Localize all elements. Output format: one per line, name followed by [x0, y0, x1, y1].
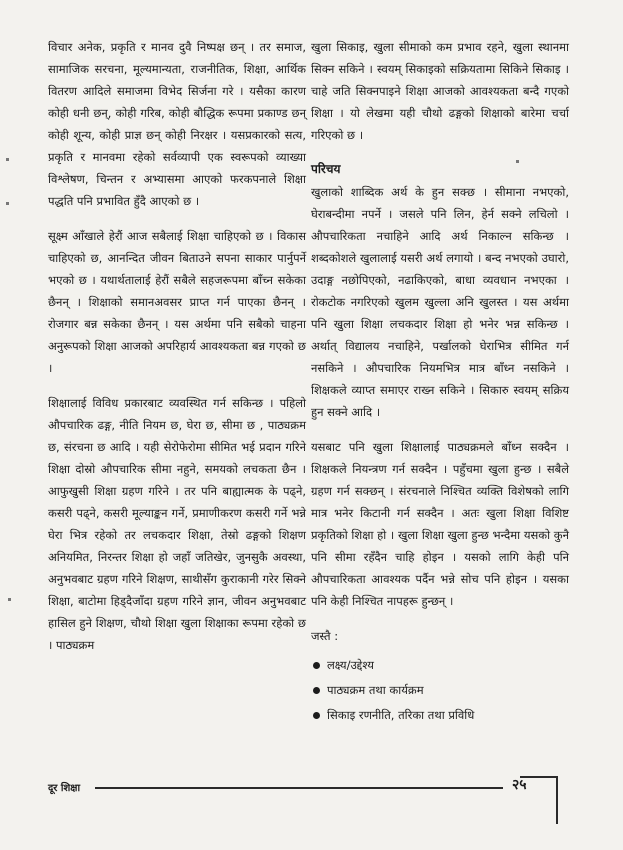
page-number: २५ [512, 777, 527, 793]
list-item [311, 678, 569, 703]
list-item-text: सिकाइ रणनीति, तरिका तथा प्रविधि [327, 708, 475, 722]
list-item [311, 703, 569, 728]
bullet-icon [313, 712, 320, 719]
bullet-icon [313, 662, 320, 669]
body-paragraph: शिक्षालाई विविध प्रकारबाट व्यवस्थित गर्न सकिन्छ । पहिलो औपचारिक ढङ्ग, नीति नियम छ, घेरा छ, सीमा छ , पाठ्यक्रम छ, संरचना छ आदि । यही सेरोफेरोमा सीमित भई प्रदान गरिने शिक्षा दोस्रो औपचारिक सीमा नहुने, समयको लचकता छैन । आफुखुसी शिक्षा ग्रहण गरिने । तर पनि बाह्यात्मक के पढ्ने, कसरी पढ्ने, कसरी मूल्याङ्कन गर्ने, प्रमाणीकरण कसरी गर्ने भन्ने घेरा भित्र रहेको तर लचकदार शिक्षा, तेस्रो ढङ्गको शिक्षण अनियमित, निरन्तर शिक्षा हो जहाँ जतिखेर, जुनसुकै अवस्था, अनुभवबाट ग्रहण गरिने शिक्षण, साथीसँग कुराकानी गरेर सिक्ने शिक्षा, बाटोमा हिड्दैजाँदा ग्रहण गरिने ज्ञान, जीवन अनुभवबाट हासिल हुने शिक्षण, चौथो शिक्षा खुला शिक्षाका रूपमा रहेको छ । पाठ्यक्रम [48, 396, 306, 652]
body-paragraph: विचार अनेक, प्रकृति र मानव दुवै निष्पक्ष छन् । तर समाज, सामाजिक सरचना, मूल्यमान्यता, राजनीतिक, शिक्षा, आर्थिक वितरण आदिले समाजमा विभेद सिर्जना गरे । यसैका कारण कोही धनी छन्, कोही गरिब, कोही बौद्धिक रूपमा प्रकाण्ड छन् कोही शून्य, कोही प्राज्ञ छन् कोही निरक्षर । यसप्रकारको सत्य, प्रकृति र मानवमा रहेको सर्वव्यापी एक स्वरूपको व्याख्या विश्लेषण, चिन्तन र अभ्यासमा आएको फरकपनाले शिक्षा पद्धति पनि प्रभावित हुँदै आएको छ । [48, 40, 306, 208]
scan-speck [6, 158, 9, 161]
footer-rule [95, 787, 503, 789]
scan-speck [8, 598, 11, 601]
list-item-text: पाठ्यक्रम तथा कार्यक्रम [327, 683, 424, 697]
intro-paragraph: खुला सिकाइ, खुला सीमाको कम प्रभाव रहने, खुला स्थानमा सिक्न सकिने । स्वयम् सिकाइको सक्रियतामा सिकिने सिकाइ । चाहे जति सिक्नपाइने शिक्षा आजको आवश्यकता बन्दै गएको शिक्षा । यो लेखमा यही चौथो ढङ्गको शिक्षाको बारेमा चर्चा गरिएको छ । [311, 40, 569, 142]
body-paragraph: सूक्ष्म आँखाले हेरौं आज सबैलाई शिक्षा चाहिएको छ । विकास चाहिएको छ, आनन्दित जीवन बिताउने सपना साकार पार्नुपर्ने भएको छ । यथार्थतालाई हेरौं सबैले सहजरूपमा बाँच्न सकेका छैनन् । शिक्षाको समानअवसर प्राप्त गर्न पाएका छैनन् । रोजगार बन्न सकेका छैनन् । यस अर्थमा पनि सबैको चाहना अनुरूपको शिक्षा आजको अपरिहार्य आवश्यकता बन्न गएको छ । [48, 229, 306, 375]
left-column [48, 36, 306, 669]
bullet-list [311, 653, 569, 728]
bullet-icon [313, 687, 320, 694]
list-item-text: लक्ष्य/उद्देश्य [327, 658, 374, 672]
list-intro: जस्तै : [311, 629, 339, 643]
scan-speck [6, 202, 9, 205]
corner-bracket-side [556, 776, 558, 824]
body-paragraph: यसबाट पनि खुला शिक्षालाई पाठ्यक्रमले बाँध्न सक्दैन । शिक्षकले नियन्त्रण गर्न सक्दैन । पहुँचमा खुला हुन्छ । सबैले ग्रहण गर्न सक्छन् । संरचनाले निश्चित व्यक्ति विशेषको लागि मात्र भनेर किटानी गर्न सक्दैन । अतः खुला शिक्षा विशिष्ट प्रकृतिको शिक्षा हो । खुला शिक्षा खुला हुन्छ भन्दैमा यसको कुनै पनि सीमा रहँदैन चाहि होइन । यसको लागि केही पनि औपचारिकता आवश्यक पर्दैन भन्ने सोच पनि होइन । यसका पनि केही निश्चित नापहरू हुन्छन् । [311, 440, 569, 608]
section-heading: परिचय [311, 162, 341, 176]
list-item [311, 653, 569, 678]
body-paragraph: खुलाको शाब्दिक अर्थ के हुन सक्छ । सीमाना नभएको, घेराबन्दीमा नपर्ने । जसले पनि लिन, हेर्न सक्ने लचिलो । औपचारिकता नचाहिने आदि अर्थ निकाल्न सकिन्छ । शब्दकोशले खुलालाई यसरी अर्थ लगायो । बन्द नभएको उघारो, उदाङ्ग नछोपिएको, नढाकिएको, बाधा व्यवधान नभएका । रोकटोक नगरिएको खुलम खुल्ला अनि खुलस्त । यस अर्थमा पनि खुला शिक्षा लचकदार शिक्षा हो भनेर भन्न सकिन्छ । अर्थात् विद्यालय नचाहिने, पर्खालको घेराभित्र सीमित गर्न नसकिने । औपचारिक नियमभित्र मात्र बाँध्न नसकिने । शिक्षकले व्याप्त समाएर राख्न सकिने । सिकारु स्वयम् सक्रिय हुन सक्ने आदि । [311, 185, 569, 419]
publication-label: दूर शिक्षा [48, 783, 81, 794]
corner-bracket-top [520, 776, 556, 778]
right-column [311, 36, 569, 728]
